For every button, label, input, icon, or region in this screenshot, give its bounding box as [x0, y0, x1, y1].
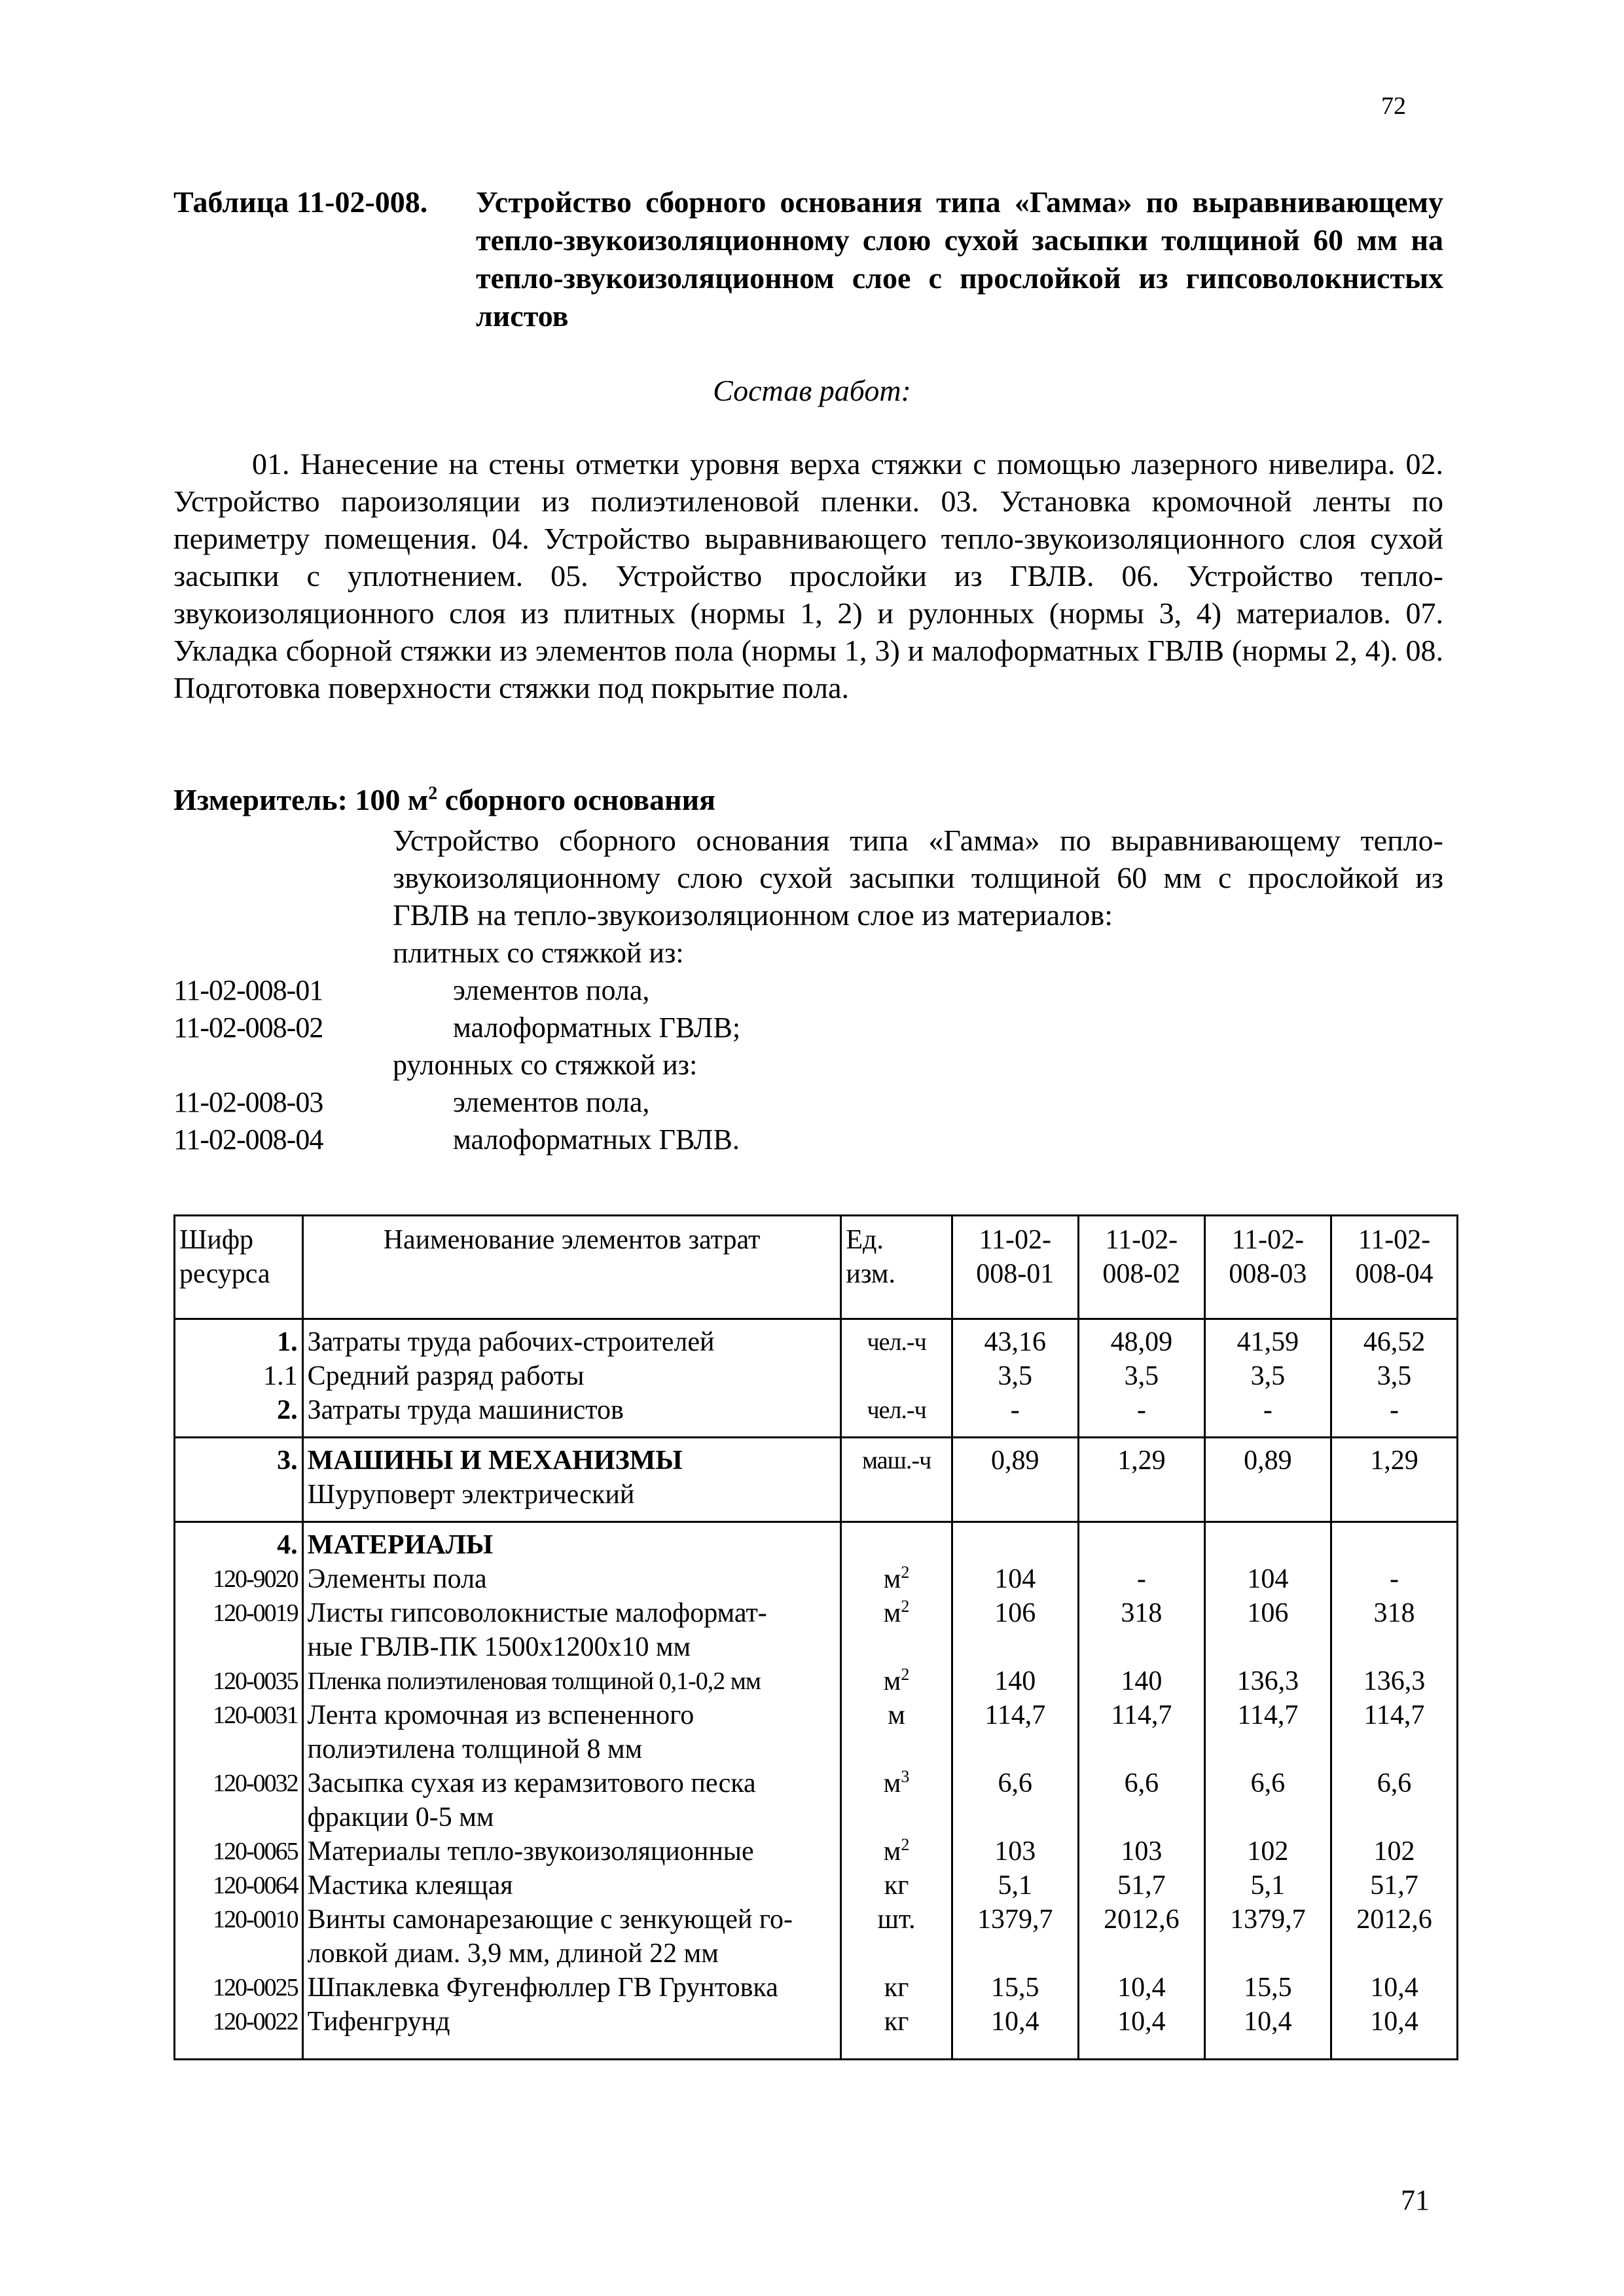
material-value-spacer [1336, 1630, 1453, 1664]
row-value: 0,89 [1244, 1446, 1292, 1476]
material-value: 10,4 [991, 2007, 1039, 2037]
material-name: Мастика клеящая [307, 1870, 513, 1901]
header-name-line: Наименование элементов затрат [383, 1225, 761, 1255]
material-value-spacer [957, 1630, 1074, 1664]
material-value: 6,6 [1377, 1768, 1412, 1798]
header-norm-line: 11-02- [1105, 1225, 1178, 1255]
machines-value-1 [952, 1438, 1078, 1522]
materials-units [841, 1522, 952, 2060]
material-value-spacer [1336, 1937, 1453, 1971]
material-value: 140 [1121, 1666, 1163, 1696]
table-header-row [175, 1216, 1458, 1319]
material-value: 5,1 [1250, 1870, 1286, 1901]
material-name: Винты самонарезающие с зенкующей го- [307, 1904, 793, 1935]
machines-unit-cell [841, 1438, 952, 1522]
material-unit [846, 1868, 947, 1903]
material-name: полиэтилена толщиной 8 мм [307, 1734, 643, 1764]
material-unit-sup: 2 [901, 1835, 910, 1854]
row-code: 4. [277, 1530, 298, 1560]
row-value-spacer [1210, 1528, 1326, 1562]
material-unit [846, 1766, 947, 1800]
row-code: 1. [277, 1327, 298, 1357]
material-value: 114,7 [1363, 1700, 1425, 1730]
labor-values-3 [1204, 1319, 1331, 1438]
norm-text: малоформатных ГВЛВ. [453, 1123, 740, 1156]
material-unit [846, 1664, 947, 1698]
labor-values-1 [952, 1319, 1078, 1438]
material-value-spacer [1083, 1732, 1200, 1766]
norm-text: элементов пола, [453, 974, 650, 1006]
material-code-spacer [179, 1800, 298, 1834]
table-title [173, 183, 1443, 335]
material-unit [846, 1971, 947, 2005]
material-value: 140 [994, 1666, 1036, 1696]
labor-names [302, 1319, 841, 1438]
header-unit-line: изм. [846, 1259, 895, 1289]
row-value: - [1389, 1395, 1399, 1425]
norm-group-label: рулонных со стяжкой из: [393, 1049, 698, 1081]
material-name: Пленка полиэтиленовая толщиной 0,1-0,2 мм [307, 1667, 761, 1695]
material-value: 102 [1373, 1836, 1415, 1867]
materials-section [175, 1522, 1458, 2060]
material-value: 15,5 [1244, 1973, 1292, 2003]
section-title: МАШИНЫ И МЕХАНИЗМЫ [307, 1446, 683, 1476]
header-norm-2 [1078, 1216, 1204, 1319]
material-value: 114,7 [984, 1700, 1046, 1730]
header-norm-line: 11-02- [979, 1225, 1052, 1255]
top-page-number: 72 [1381, 92, 1406, 120]
materials-names [302, 1522, 841, 2060]
material-code-spacer [179, 1937, 298, 1971]
header-norm-line: 11-02- [1358, 1225, 1431, 1255]
material-value: 51,7 [1370, 1870, 1418, 1901]
material-value-spacer [957, 1937, 1074, 1971]
material-value: 2012,6 [1104, 1904, 1180, 1935]
material-unit-sup: 2 [901, 1563, 910, 1582]
materials-values-1 [952, 1522, 1078, 2060]
row-value: 48,09 [1110, 1327, 1173, 1357]
material-value: 10,4 [1370, 1973, 1418, 2003]
machines-section [175, 1438, 1458, 1522]
material-name: ные ГВЛВ-ПК 1500х1200х10 мм [307, 1632, 691, 1662]
material-value: 318 [1121, 1598, 1163, 1628]
row-name: Затраты труда рабочих-строителей [307, 1327, 715, 1357]
material-value: - [1136, 1564, 1146, 1594]
material-unit-sup: 3 [901, 1767, 910, 1786]
norm-code: 11-02-008-01 [173, 974, 323, 1006]
material-value-spacer [1336, 1800, 1453, 1834]
material-unit-text: м [883, 1666, 901, 1696]
row-value: 3,5 [1250, 1361, 1286, 1391]
material-value: 10,4 [1244, 2007, 1292, 2037]
material-value: 106 [994, 1598, 1036, 1628]
labor-units [841, 1319, 952, 1438]
norm-code: 11-02-008-02 [173, 1011, 323, 1044]
material-code: 120-0010 [212, 1906, 298, 1933]
material-value: 1379,7 [1230, 1904, 1306, 1935]
material-value-spacer [1210, 1800, 1326, 1834]
machines-value-4 [1331, 1438, 1457, 1522]
norm-code: 11-02-008-04 [173, 1123, 323, 1156]
works-heading: Состав работ: [713, 374, 911, 407]
material-value: 6,6 [998, 1768, 1033, 1798]
material-unit-text: кг [884, 1870, 909, 1901]
material-name: Материалы тепло-звукоизоляционные [307, 1836, 754, 1867]
machines-name-cell [302, 1438, 841, 1522]
row-value-spacer [1336, 1528, 1453, 1562]
row-unit: чел.-ч [867, 1328, 926, 1356]
material-unit [846, 1596, 947, 1630]
material-name: Шпаклевка Фугенфюллер ГВ Грунтовка [307, 1973, 778, 2003]
header-unit [841, 1216, 952, 1319]
row-value: 41,59 [1236, 1327, 1299, 1357]
header-code-line: ресурса [179, 1259, 270, 1289]
materials-values-4 [1331, 1522, 1457, 2060]
row-value: 46,52 [1363, 1327, 1426, 1357]
labor-codes [175, 1319, 303, 1438]
material-value: 10,4 [1117, 1973, 1166, 2003]
header-norm-3 [1204, 1216, 1331, 1319]
material-code: 120-0032 [212, 1770, 298, 1797]
material-unit-text: кг [884, 2007, 909, 2037]
row-name: Шуруповерт электрический [307, 1480, 635, 1510]
header-norm-line: 11-02- [1231, 1225, 1305, 1255]
machines-value-2 [1078, 1438, 1204, 1522]
material-unit [846, 1698, 947, 1732]
material-value-spacer [957, 1732, 1074, 1766]
material-code: 120-0019 [212, 1599, 298, 1627]
material-unit-text: м [883, 1564, 901, 1594]
header-norm-line: 008-03 [1229, 1259, 1307, 1289]
material-value: 136,3 [1363, 1666, 1426, 1696]
row-unit [846, 1359, 947, 1393]
norm-code: 11-02-008-03 [173, 1086, 323, 1118]
header-norm-line: 008-02 [1102, 1259, 1181, 1289]
row-code: 3. [277, 1446, 298, 1476]
material-value: 6,6 [1124, 1768, 1159, 1798]
meter-suffix: сборного основания [437, 783, 715, 816]
norm-text: элементов пола, [453, 1086, 650, 1118]
header-norm-4 [1331, 1216, 1457, 1319]
material-value: 114,7 [1237, 1700, 1299, 1730]
header-norm-line: 008-01 [976, 1259, 1055, 1289]
material-value: 114,7 [1111, 1700, 1172, 1730]
machines-value-3 [1204, 1438, 1331, 1522]
material-unit-spacer [846, 1800, 947, 1834]
labor-values-2 [1078, 1319, 1204, 1438]
material-unit-text: шт. [877, 1904, 916, 1935]
material-value-spacer [1210, 1732, 1326, 1766]
material-unit [846, 1903, 947, 1937]
material-value-spacer [1210, 1937, 1326, 1971]
row-value: 1,29 [1117, 1446, 1166, 1476]
row-unit: чел.-ч [867, 1396, 926, 1424]
material-unit-text: кг [884, 1973, 909, 2003]
material-code: 120-0064 [212, 1872, 298, 1899]
material-unit [846, 1834, 947, 1868]
section-title: МАТЕРИАЛЫ [307, 1530, 494, 1560]
header-code-line: Шифр [179, 1225, 254, 1255]
material-value-spacer [957, 1800, 1074, 1834]
material-code-spacer [179, 1732, 298, 1766]
header-code [175, 1216, 303, 1319]
material-value: 136,3 [1236, 1666, 1299, 1696]
row-value: 3,5 [1124, 1361, 1159, 1391]
material-name: фракции 0-5 мм [307, 1802, 494, 1832]
material-code: 120-0025 [212, 1974, 298, 2001]
row-value: 1,29 [1370, 1446, 1418, 1476]
norms-description: Устройство сборного основания типа «Гамма» по выравнивающему тепло-звукоизоляционному слою сухой засыпки толщиной 60 мм с прослойкой из ГВЛВ на тепло-звукоизоляционном слое из материалов: [393, 824, 1443, 932]
meter-prefix: Измеритель: 100 м [173, 783, 429, 816]
row-value: - [1136, 1395, 1146, 1425]
material-unit-sup: 2 [901, 1597, 910, 1616]
material-unit-text: м [883, 1598, 901, 1628]
material-code: 120-9020 [212, 1565, 298, 1593]
row-value: - [1263, 1395, 1272, 1425]
material-name: ловкой диам. 3,9 мм, длиной 22 мм [307, 1939, 719, 1969]
material-value: 5,1 [998, 1870, 1033, 1901]
material-value: - [1389, 1564, 1399, 1594]
material-unit-text: м [888, 1700, 905, 1730]
material-unit [846, 2005, 947, 2039]
material-unit-text: м [883, 1768, 901, 1798]
header-unit-line: Ед. [846, 1225, 884, 1255]
material-name: Лента кромочная из вспененного [307, 1700, 695, 1730]
row-value: 3,5 [998, 1361, 1033, 1391]
material-value: 318 [1373, 1598, 1415, 1628]
material-value-spacer [1083, 1937, 1200, 1971]
material-value: 51,7 [1117, 1870, 1166, 1901]
row-value: 43,16 [984, 1327, 1047, 1357]
row-value-spacer [957, 1528, 1074, 1562]
material-value-spacer [1210, 1630, 1326, 1664]
meter-sup: 2 [428, 783, 438, 804]
material-value-spacer [1083, 1630, 1200, 1664]
material-code: 120-0065 [212, 1838, 298, 1865]
material-value: 10,4 [1370, 2007, 1418, 2037]
row-value: - [1010, 1395, 1020, 1425]
table-title-text: Устройство сборного основания типа «Гамма» по выравнивающему тепло-звукоизоляционному слою сухой засыпки толщиной 60 мм на тепло-звукоизоляционном слое с прослойкой из гипсоволокнистых листов [476, 185, 1443, 333]
material-value: 15,5 [991, 1973, 1039, 2003]
material-value: 102 [1247, 1836, 1289, 1867]
meter-line [173, 782, 715, 817]
material-code: 120-0022 [212, 2008, 298, 2035]
header-norm-1 [952, 1216, 1078, 1319]
materials-codes [175, 1522, 303, 2060]
material-value: 106 [1247, 1598, 1289, 1628]
material-code: 120-0031 [212, 1702, 298, 1729]
material-value: 103 [994, 1836, 1036, 1867]
material-value: 104 [994, 1564, 1036, 1594]
materials-values-2 [1078, 1522, 1204, 2060]
material-value: 2012,6 [1356, 1904, 1432, 1935]
table-title-label: Таблица 11-02-008. [173, 185, 428, 219]
materials-values-3 [1204, 1522, 1331, 2060]
bottom-page-number: 71 [1401, 2184, 1430, 2216]
material-name: Засыпка сухая из керамзитового песка [307, 1768, 756, 1798]
material-unit-sup: 2 [901, 1665, 910, 1684]
material-unit-spacer [846, 1630, 947, 1664]
row-name: Затраты труда машинистов [307, 1395, 624, 1425]
labor-section [175, 1319, 1458, 1438]
row-value: 3,5 [1377, 1361, 1412, 1391]
material-unit-spacer [846, 1732, 947, 1766]
row-unit: маш.-ч [862, 1447, 931, 1474]
material-name: Тифенгрунд [307, 2007, 450, 2037]
material-name: Элементы пола [307, 1564, 487, 1594]
material-value: 1379,7 [977, 1904, 1053, 1935]
material-value: 104 [1247, 1564, 1289, 1594]
row-unit-spacer [846, 1528, 947, 1562]
works-paragraph: 01. Нанесение на стены отметки уровня верха стяжки с помощью лазерного нивелира. 02. Устройство пароизоляции из полиэтиленовой пленки. 03. Установка кромочной ленты по периметру помещения. 04. Устройство выравнивающего тепло-звукоизоляционного слоя сухой засыпки с уплотнением. 05. Устройство прослойки из ГВЛВ. 06. Устройство тепло-звукоизоляционного слоя из плитных (нормы 1, 2) и рулонных (нормы 3, 4) материалов. 07. Укладка сборной стяжки из элементов пола (нормы 1, 3) и малоформатных ГВЛВ (нормы 2, 4). 08. Подготовка поверхности стяжки под покрытие пола. [173, 447, 1443, 704]
norm-text: малоформатных ГВЛВ; [453, 1011, 741, 1044]
material-unit [846, 1562, 947, 1596]
row-code: 2. [277, 1395, 298, 1425]
header-norm-line: 008-04 [1355, 1259, 1434, 1289]
row-value-spacer [1083, 1528, 1200, 1562]
material-name: Листы гипсоволокнистые малоформат- [307, 1598, 767, 1628]
material-unit-text: м [883, 1836, 901, 1867]
norm-group-label: плитных со стяжкой из: [393, 937, 684, 969]
material-value: 6,6 [1250, 1768, 1286, 1798]
material-value: 10,4 [1117, 2007, 1166, 2037]
row-value: 0,89 [991, 1446, 1039, 1476]
resource-table [173, 1214, 1458, 2060]
material-code-spacer [179, 1630, 298, 1664]
machines-code-cell [175, 1438, 303, 1522]
material-code: 120-0035 [212, 1667, 298, 1695]
material-value-spacer [1083, 1800, 1200, 1834]
row-code: 1.1 [263, 1361, 298, 1391]
material-value-spacer [1336, 1732, 1453, 1766]
material-unit-spacer [846, 1937, 947, 1971]
material-value: 103 [1121, 1836, 1163, 1867]
header-name [302, 1216, 841, 1319]
row-name: Средний разряд работы [307, 1361, 585, 1391]
labor-values-4 [1331, 1319, 1457, 1438]
